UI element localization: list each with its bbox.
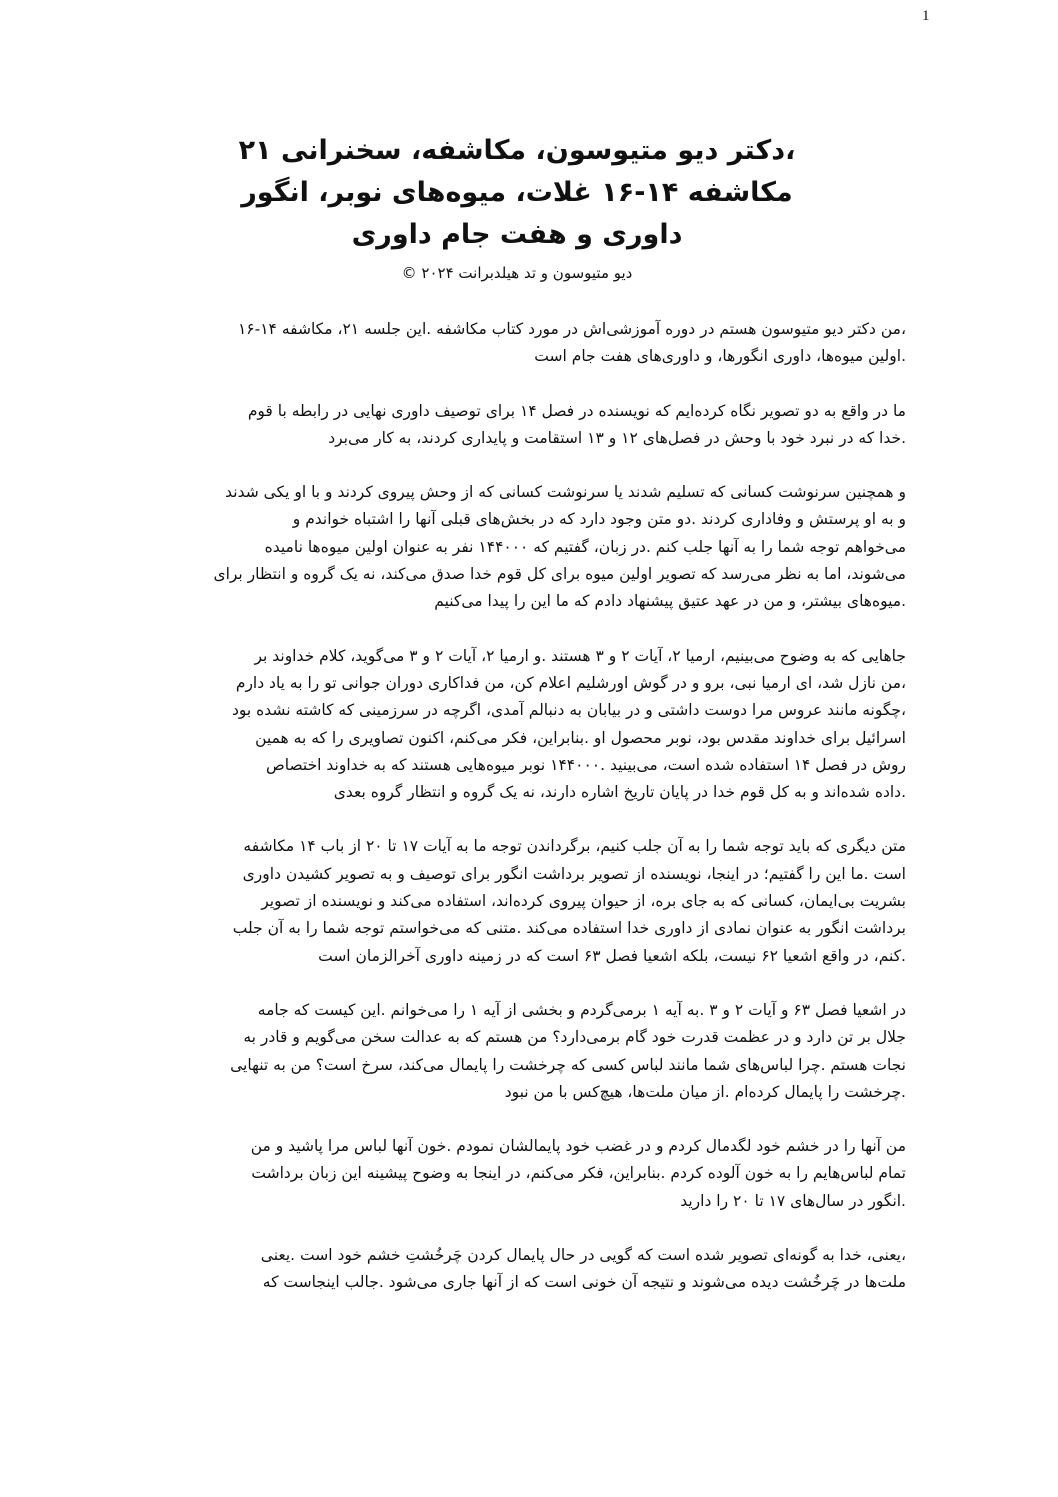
paragraph [128,1242,906,1297]
paragraph [128,316,906,371]
document-title [128,130,906,256]
paragraph-line: متن دیگری که باید توجه شما را به آن جلب کنیم، برگرداندن توجه ما به آیات ۱۷ تا ۲۰ از باب ۱۴ مکاشفه [243,837,906,856]
paragraph-line: ملت‌ها در چَرخُشت دیده می‌شوند و نتیجه آن خونی است که از آنها جاری می‌شود .جالب اینجاست که [262,1273,906,1292]
paragraph [128,398,906,453]
paragraph-line: می‌خواهم توجه شما را به آنها جلب کنم .در زبان، گفتیم که ۱۴۴۰۰۰ نفر به عنوان اولین میوه‌ها نامیده [264,537,906,556]
document-subtitle: دیو متیوسون و تد هیلدبرانت ۲۰۲۴ © [401,264,633,282]
paragraph-line: ،من نازل شد، ای ارمیا نبی، برو و در گوش اورشلیم اعلام کن، من فداکاری دوران جوانی تو را به یاد دارم [235,673,906,692]
paragraph-line: نجات هستم .چرا لباس‌های شما مانند لباس کسی که چرخشت را پایمال می‌کند، سرخ است؟ من به تنهایی [230,1055,906,1074]
paragraph-line: اسرائیل برای خداوند مقدس بود، نوبر محصول او .بنابراین، فکر می‌کنم، اکنون تصاویری را که به همین [255,728,906,747]
paragraph-line: می‌شوند، اما به نظر می‌رسد که تصویر اولین میوه برای کل قوم خدا صدق می‌کند، نه یک گروه و انتظار برای [213,565,906,584]
paragraph-line: من آنها را در خشم خود لگدمال کردم و در غضب خود پایمالشان نمودم .خون آنها لباس مرا پاشید و من [250,1137,906,1156]
title-line: ،دکتر دیو متیوسون، مکاشفه، سخنرانی ۲۱ [238,135,796,166]
title-line: مکاشفه ۱۴-۱۶ غلات، میوه‌های نوبر، انگور [241,177,793,208]
paragraph-line: است .ما این را گفتیم؛ در اینجا، نویسنده از تصویر برداشت انگور برای توصیف و به تصویر کشیدن داوری [242,864,906,883]
paragraph-line: .خدا که در نبرد خود با وحش در فصل‌های ۱۲ و ۱۳ استقامت و پایداری کردند، به کار می‌برد [328,428,906,447]
paragraph-line: ،من دکتر دیو متیوسون هستم در دوره آموزشی‌اش در مورد کتاب مکاشفه .این جلسه ۲۱، مکاشفه ۱۴-۱۶ [237,320,906,338]
paragraph-line: تمام لباس‌هایم را به خون آلوده کردم .بنابراین، فکر می‌کنم، در اینجا به وضوح پیشینه این زبان برداشت [251,1164,906,1183]
paragraph [128,997,906,1106]
paragraph-line: و به او پرستش و وفاداری کردند .دو متن وجود دارد که در بخش‌های قبلی آنها را اشتباه خواندم و [292,510,906,529]
paragraph [128,479,906,615]
paragraph-line: .انگور در سال‌های ۱۷ تا ۲۰ را دارید [680,1191,906,1210]
paragraph-line: .اولین میوه‌ها، داوری انگورها، و داوری‌های هفت جام است [534,347,906,366]
paragraph-line: جاهایی که به وضوح می‌بینیم، ارمیا ۲، آیات ۲ و ۳ هستند .و ارمیا ۲، آیات ۲ و ۳ می‌گوید، کلام خداوند بر [254,646,906,665]
paragraph-line: و همچنین سرنوشت کسانی که تسلیم شدند یا سرنوشت کسانی که از وحش پیروی کردند و با او یکی شدند [225,483,906,502]
title-line: داوری و هفت جام داوری [351,219,683,250]
paragraph [128,1133,906,1215]
page-number: 1 [922,8,930,24]
paragraph-line: در اشعیا فصل ۶۳ و آیات ۲ و ۳ .به آیه ۱ برمی‌گردم و بخشی از آیه ۱ را می‌خوانم .این کیست که جامه [257,1000,906,1019]
paragraph-line: برداشت انگور به عنوان نمادی از داوری خدا استفاده می‌کند .متنی که می‌خواستم توجه شما را به آن جلب [232,919,906,938]
paragraph-line: جلال بر تن دارد و در عظمت قدرت خود گام برمی‌دارد؟ من هستم که به عدالت سخن می‌گویم و قادر به [243,1028,906,1047]
paragraph-line: .کنم، در واقع اشعیا ۶۲ نیست، بلکه اشعیا فصل ۶۳ است که در زمینه داوری آخرالزمان است [318,946,906,965]
paragraph-line: ،یعنی، خدا به گونه‌ای تصویر شده است که گویی در حال پایمال کردن چَرخُشتِ خشم خود است .یعنی [260,1246,906,1265]
document-body [128,316,906,1324]
paragraph-line: .داده شده‌اند و به کل قوم خدا در پایان تاریخ اشاره دارند، نه یک گروه و انتظار گروه بعدی [333,783,906,802]
paragraph [128,833,906,969]
paragraph-line: ،چگونه مانند عروس مرا دوست داشتی و در بیابان به دنبالم آمدی، اگرچه در سرزمینی که کاشته نشده بود [231,701,906,720]
paragraph-line: .میوه‌های بیشتر، و من در عهد عتیق پیشنهاد دادم که ما این را پیدا می‌کنیم [434,592,906,611]
paragraph-line: .چرخشت را پایمال کرده‌ام .از میان ملت‌ها، هیچ‌کس با من نبود [504,1082,906,1101]
paragraph [128,643,906,807]
paragraph-line: ما در واقع به دو تصویر نگاه کرده‌ایم که نویسنده در فصل ۱۴ برای توصیف داوری نهایی در رابطه با قوم [247,401,906,420]
paragraph-line: بشریت بی‌ایمان، کسانی که به جای بره، از حیوان پیروی کرده‌اند، استفاده می‌کند و نویسنده از تصویر [261,892,906,911]
paragraph-line: روش در فصل ۱۴ استفاده شده است، می‌بینید .۱۴۴۰۰۰ نوبر میوه‌هایی هستند که به خداوند اختصاص [265,755,906,774]
